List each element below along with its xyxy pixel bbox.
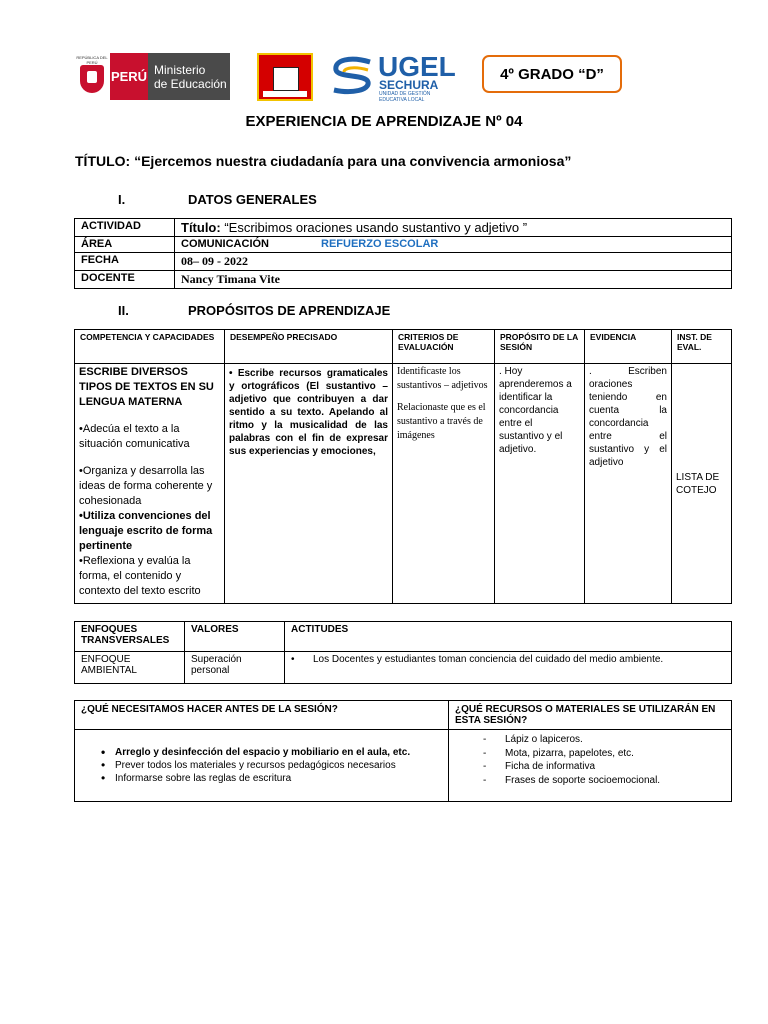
actividad-label: ACTIVIDAD — [75, 219, 175, 237]
list-item: • Arreglo y desinfección del espacio y mobiliario en el aula, etc. — [81, 746, 442, 759]
enfoques-table — [74, 621, 732, 684]
peru-label: PERÚ — [110, 53, 148, 100]
valor-cell: Superación personal — [185, 652, 285, 684]
ugel-logo — [330, 51, 456, 103]
list-item: - Ficha de informativa — [455, 760, 725, 774]
area-name: COMUNICACIÓN — [181, 238, 269, 250]
fecha-label: FECHA — [75, 253, 175, 271]
table-row — [75, 271, 732, 289]
column-header: INST. DE EVAL. — [672, 330, 732, 364]
column-header: EVIDENCIA — [585, 330, 672, 364]
competencia-cell — [75, 364, 225, 604]
list-item: • Prever todos los materiales y recursos pedagógicos necesarios — [81, 759, 442, 772]
area-extra: REFUERZO ESCOLAR — [321, 238, 439, 250]
preparacion-table — [74, 700, 732, 802]
ministerio-line-1: Ministerio — [154, 62, 206, 77]
school-seal-icon — [257, 53, 313, 101]
area-label: ÁREA — [75, 237, 175, 253]
criterio-item: Identificaste los sustantivos – adjetivos — [397, 366, 488, 391]
column-header: COMPETENCIA Y CAPACIDADES — [75, 330, 225, 364]
actividad-title-label: Título: — [181, 220, 221, 235]
list-item: - Mota, pizarra, papelotes, etc. — [455, 747, 725, 761]
docente-label: DOCENTE — [75, 271, 175, 289]
table-row — [75, 219, 732, 237]
acciones-cell — [75, 730, 449, 802]
ministerio-label — [148, 53, 230, 100]
list-item: - Lápiz o lapiceros. — [455, 733, 725, 747]
peru-crest-icon — [74, 53, 110, 100]
column-header: ACTITUDES — [285, 622, 732, 652]
table-header-row — [75, 701, 732, 730]
section-1-number: I. — [118, 192, 126, 207]
capacidad-item: •Adecúa el texto a la situación comunicativa — [79, 423, 190, 450]
list-item: • Informarse sobre las reglas de escritura — [81, 772, 442, 785]
column-header: VALORES — [185, 622, 285, 652]
evidencia-cell: . Escriben oraciones teniendo en cuenta la concordancia entre el sustantivo y el adjetivo — [585, 364, 672, 604]
minedu-logo — [74, 53, 230, 100]
table-row — [75, 364, 732, 604]
table-row — [75, 253, 732, 271]
datos-generales-table — [74, 218, 732, 289]
ugel-subtitle: SECHURA — [379, 78, 439, 92]
section-2-number: II. — [118, 303, 129, 318]
bullet: • — [291, 654, 295, 665]
section-2-heading — [118, 303, 390, 318]
actitud-cell — [285, 652, 732, 684]
column-header: CRITERIOS DE EVALUACIÓN — [393, 330, 495, 364]
page-title: EXPERIENCIA DE APRENDIZAJE Nº 04 — [245, 113, 523, 130]
table-row — [75, 730, 732, 802]
area-value — [175, 237, 732, 253]
desempeno-cell: • Escribe recursos gramaticales y ortográficos (El sustantivo –adjetivo que contribuyen a dar sentido a su texto. Apelando al ritmo y la musicalidad de las palabras con el fin de expresar sus experiencias y emociones, — [225, 364, 393, 604]
section-1-title: DATOS GENERALES — [188, 192, 317, 207]
actividad-title: “Escribimos oraciones usando sustantivo y adjetivo ” — [220, 220, 528, 235]
competencia-title: ESCRIBE DIVERSOS TIPOS DE TEXTOS EN SU LENGUA MATERNA — [79, 366, 214, 408]
column-header: ¿QUÉ NECESITAMOS HACER ANTES DE LA SESIÓN? — [75, 701, 449, 730]
column-header: ENFOQUES TRANSVERSALES — [75, 622, 185, 652]
ugel-caption: UNIDAD DE GESTIÓN EDUCATIVA LOCAL — [379, 91, 431, 103]
capacidad-item: •Reflexiona y evalúa la forma, el contenido y contexto del texto escrito — [79, 555, 201, 597]
proposito-cell: . Hoy aprenderemos a identificar la concordancia entre el sustantivo y el adjetivo. — [495, 364, 585, 604]
experience-subtitle: TÍTULO: “Ejercemos nuestra ciudadanía para una convivencia armoniosa” — [75, 153, 572, 169]
list-item: - Frases de soporte socioemocional. — [455, 774, 725, 788]
section-1-heading — [118, 192, 317, 207]
fecha-value: 08– 09 - 2022 — [175, 253, 732, 271]
section-2-title: PROPÓSITOS DE APRENDIZAJE — [188, 303, 391, 318]
column-header: DESEMPEÑO PRECISADO — [225, 330, 393, 364]
grade-badge: 4º GRADO “D” — [482, 55, 622, 93]
enfoque-cell: ENFOQUE AMBIENTAL — [75, 652, 185, 684]
instrumento-cell: LISTA DE COTEJO — [672, 364, 732, 604]
criterios-cell — [393, 364, 495, 604]
recursos-cell — [449, 730, 732, 802]
table-row — [75, 237, 732, 253]
criterio-item: Relacionaste que es el sustantivo a través de imágenes — [397, 402, 486, 441]
propositos-table — [74, 329, 732, 604]
ugel-swoosh-icon — [330, 56, 374, 96]
table-header-row — [75, 330, 732, 364]
capacidad-item: •Organiza y desarrolla las ideas de forma coherente y cohesionada — [79, 465, 213, 507]
column-header: PROPÓSITO DE LA SESIÓN — [495, 330, 585, 364]
actividad-value — [175, 219, 732, 237]
capacidad-item: •Utiliza convenciones del lenguaje escrito de forma pertinente — [79, 510, 213, 552]
table-row — [75, 652, 732, 684]
table-header-row — [75, 622, 732, 652]
ministerio-line-2: de Educación — [154, 76, 227, 91]
ugel-title: UGEL — [378, 51, 456, 82]
actitud-text: Los Docentes y estudiantes toman conciencia del cuidado del medio ambiente. — [313, 654, 664, 665]
crest-caption: REPÚBLICA DEL PERÚ — [76, 55, 108, 65]
column-header: ¿QUÉ RECURSOS O MATERIALES SE UTILIZARÁN EN ESTA SESIÓN? — [449, 701, 732, 730]
docente-value: Nancy Timana Vite — [175, 271, 732, 289]
